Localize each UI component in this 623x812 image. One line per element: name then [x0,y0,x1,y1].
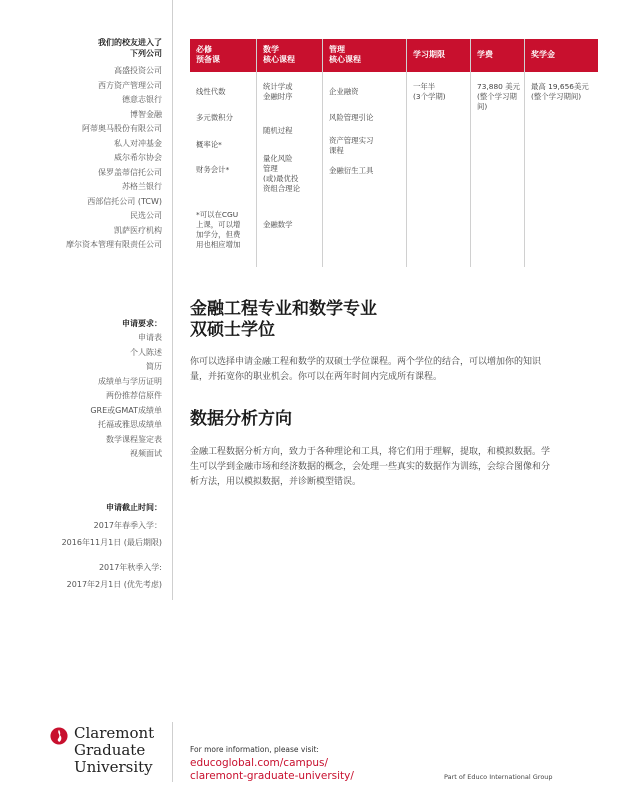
spring-label: 2017年春季入学： [93,521,162,530]
header-mgmt: 管理 核心课程 [329,45,361,64]
requirement-item: 个人陈述 [130,347,162,357]
deadlines-section [62,502,162,593]
company-item: 威尔希尔协会 [114,153,162,162]
scholarship-value: 最高 19,656美元 (整个学习期间) [531,82,589,101]
requirement-item: 视频面试 [130,449,162,458]
company-item: 摩尔资本管理有限责任公司 [66,240,162,249]
requirements-section [90,318,162,462]
math-item: 量化风险 管理 (或)最优投 资组合理论 [263,154,300,193]
requirements-heading: 申请要求： [122,319,162,328]
header-prereq: 必修 预备课 [196,45,220,64]
requirement-item: 成绩单与学历证明 [98,376,162,386]
company-item: 保罗盖蒂信托公司 [98,167,162,177]
requirement-item: 数学课程鉴定表 [106,434,162,444]
sidebar [0,0,173,600]
prereq-item: 多元微积分 [196,113,233,122]
company-list [66,64,162,253]
mgmt-item: 企业融资 [329,87,359,96]
flame-icon [50,727,68,745]
dual-degree-title: 金融工程专业和数学专业 双硕士学位 [190,299,377,340]
requirement-item: 托福或雅思成绩单 [98,420,162,429]
requirement-item: GRE或GMAT成绩单 [90,405,162,415]
prereq-item: 财务会计* [196,165,230,174]
requirement-item: 简历 [146,362,162,371]
requirements-list [90,331,162,462]
header-scholarship: 奖学金 [531,50,555,59]
prereq-item: 概率论* [196,140,222,149]
mgmt-item: 资产管理实习 课程 [329,136,374,155]
alumni-section [66,37,162,253]
header-duration: 学习期限 [413,50,445,59]
math-item: 统计学或 金融时序 [263,82,293,101]
dual-degree-body: 你可以选择申请金融工程和数学的双硕士学位课程。两个学位的结合，可以增加你的知识量，并拓宽你的职业机会。你可以在两年时间内完成所有课程。 [190,357,542,382]
company-item: 民选公司 [130,211,162,220]
company-item: 德意志银行 [122,95,162,104]
more-info-label: For more information, please visit: [190,745,319,754]
campus-url-link[interactable]: educoglobal.com/campus/ claremont-graduate-university/ [190,757,354,782]
fall-date: 2017年2月1日 (优先考虑) [66,580,162,589]
col-mgmt [322,39,407,267]
program-table [190,39,598,267]
math-item: 随机过程 [263,126,293,135]
alumni-heading: 我们的校友进入了 下列公司 [98,38,162,58]
prereq-item: 线性代数 [196,87,226,96]
tuition-value: 73,880 美元 (整个学习期 间) [477,82,520,111]
col-duration [406,39,471,267]
duration-value: 一年半 (3个学期) [413,82,446,101]
company-item: 博智金融 [130,109,162,119]
footer-divider [172,722,173,782]
fall-label: 2017年秋季入学: [98,563,162,572]
requirement-item: 申请表 [138,333,162,342]
company-item: 高盛投资公司 [114,66,162,75]
data-analysis-title: 数据分析方向 [190,409,292,429]
spring-date: 2016年11月1日 (最后期限) [61,538,162,547]
company-item: 西部信托公司 (TCW) [87,196,162,206]
col-prereq [190,39,256,267]
col-tuition [470,39,525,267]
header-tuition: 学费 [477,50,493,59]
header-math: 数学 核心课程 [263,45,295,64]
company-item: 苏格兰银行 [122,182,162,191]
company-item: 凯萨医疗机构 [114,225,162,235]
math-item: 金融数学 [263,220,293,229]
company-item: 西方资产管理公司 [98,80,162,90]
prereq-note: *可以在CGU 上课，可以增 加学分，但费 用也相应增加 [196,210,241,249]
requirement-item: 两份推荐信原件 [106,391,162,400]
col-scholarship [524,39,599,267]
data-analysis-body: 金融工程数据分析方向，致力于各种理论和工具，将它们用于理解，提取，和模拟数据。学生可以学到金融市场和经济数据的概念，会处理一些真实的数据作为训练，会综合图像和分析方法，用以模拟数据，并诊断模型错误。 [190,447,551,487]
company-item: 阿蒂奥马股份有限公司 [82,124,162,133]
logo-wordmark: Claremont Graduate University [74,724,155,776]
col-math [256,39,323,267]
mgmt-item: 风险管理引论 [329,113,374,122]
part-of-label: Part of Educo International Group [444,773,553,781]
company-item: 私人对冲基金 [114,138,162,148]
deadlines-heading: 申请截止时间： [106,503,162,512]
mgmt-item: 金融衍生工具 [329,166,374,175]
